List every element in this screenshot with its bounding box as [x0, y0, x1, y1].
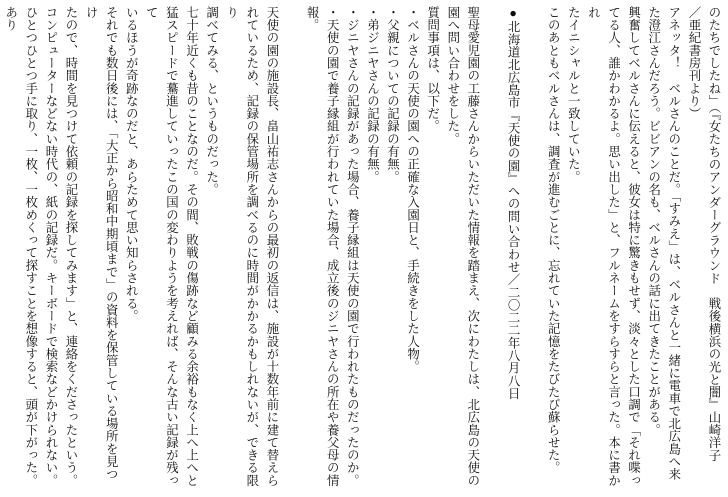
text-column: た澄江さんだろう。ビビアンの名も、ベルさんの話に出てきたことがある。 [646, 6, 661, 437]
text-column: ●北海道北広島市『天使の園』への問い合わせ／二〇二二年八月八日 [506, 6, 521, 400]
text-column: 聖母愛児園の工藤さんからいただいた情報を踏まえ、次にわたしは、北広島の天使の [465, 6, 480, 487]
text-column: 七十年近くも昔のことなのだ。その間、敗戦の傷跡など顧みる余裕もなく上へ上へと [184, 6, 199, 487]
text-column: ひとつひとつ手に取り、一枚、一枚めくって探すことを想像すると、頭が下がった。あり [3, 6, 38, 487]
text-column: 興奮してベルさんに伝えると、彼女は特に驚きもせず、淡々とした口調で「それ喋っ [626, 6, 641, 487]
text-column: 天使の園の施設長、畠山祐志さんからの最初の返信は、施設が十数年前に建て替えら [264, 6, 279, 487]
text-column: ・ジニヤさんの記録があった場合、養子縁組は天使の園で行われたものだったのか。 [345, 6, 360, 487]
text-column [0, 6, 1, 492]
text-column [483, 6, 503, 492]
text-column: 質問事項は、以下だ。 [425, 6, 440, 133]
text-column: アネッタ！ ベルさんのことだ。「すみえ」は、ベルさんと一緒に電車で北広島へ来 [666, 6, 681, 481]
text-column: 猛スピードで驀進していったこの国の変わりようを考えれば、そんな古い記録が残って [144, 6, 179, 487]
text-column: のたちでしたね」（『女たちのアンダーグラウンド 戦後横浜の光と闇』山崎洋子 [707, 6, 721, 462]
text-column: ・父親についての記録の有無。 [385, 6, 400, 184]
text-column: それでも数日後には、「大正から昭和中期頃まで」の資料を保管している場所を見つけ [84, 6, 119, 481]
text-column: れているため、記録の保管場所を調べるのに時間がかかるかもしれないが、できる限り [224, 6, 259, 487]
text-column: コンピューターなどない時代の、紙の記録だ。キーボードで検索などかけられない。 [43, 6, 58, 487]
text-column [282, 6, 302, 492]
text-column: ・天使の園で養子縁組が行われていた場合、成立後のジニヤさんの所在や養父母の情報。 [305, 6, 340, 487]
text-column: ・ベルさんの天使の園への正確な入園日と、手続きをした人物。 [405, 6, 420, 373]
text-column: 園へ問い合わせをした。 [445, 6, 460, 146]
text-column [523, 6, 543, 492]
text-column: てる人、誰かわかるよ。思い出した」と、フルネームをすらすらと言った。本に書かれ [586, 6, 621, 487]
text-column: たイニシャルと一致していた。 [566, 6, 581, 184]
text-column: いるほうが奇跡なのだと、あらためて思い知らされる。 [124, 6, 139, 323]
text-column: このあともベルさんは、調査が進むごとに、忘れていた記憶をたびたび蘇らせた。 [546, 6, 561, 474]
text-column: ・弟ジニヤさんの記録の有無。 [365, 6, 380, 184]
text-column: ／亜紀書房刊より） [686, 6, 701, 120]
vertical-text-body [4, 6, 724, 492]
text-column: 調べてみる、というものだった。 [204, 6, 219, 196]
text-column: たので、時間を見つけて依頼の記録を探してみます」と、連絡をくださったという。 [64, 6, 78, 487]
